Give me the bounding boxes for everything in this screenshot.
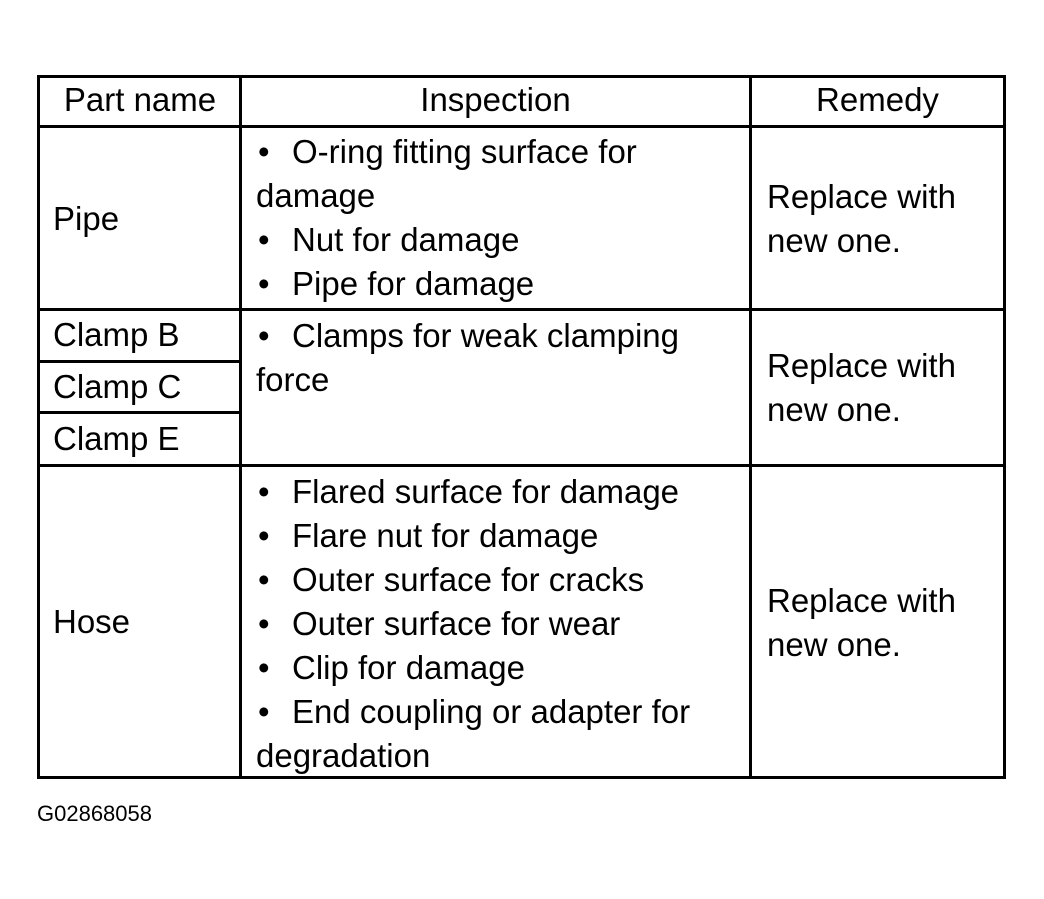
figure-id-caption: G02868058: [37, 801, 152, 826]
list-item: • Outer surface for wear: [256, 602, 690, 646]
inspection-list-pipe: [256, 130, 637, 306]
row-divider-pipe-clamp: [40, 308, 1003, 311]
bullet-icon: •: [258, 605, 270, 642]
bullet-icon: •: [258, 693, 270, 730]
inspection-list-hose: [256, 470, 690, 778]
list-item: • Flare nut for damage: [256, 514, 690, 558]
bullet-icon: •: [258, 265, 270, 302]
column-divider-1: [239, 78, 242, 776]
list-item: • Outer surface for cracks: [256, 558, 690, 602]
part-pipe: Pipe: [53, 200, 120, 237]
part-clamp-b: Clamp B: [53, 316, 180, 353]
bullet-icon: •: [258, 221, 270, 258]
bullet-icon: •: [258, 649, 270, 686]
part-clamp-e: Clamp E: [53, 420, 180, 457]
remedy-hose-line-1: Replace with: [767, 582, 956, 619]
remedy-pipe-line-1: Replace with: [767, 178, 956, 215]
bullet-icon: •: [258, 561, 270, 598]
list-item: force: [256, 361, 330, 398]
inspection-list-clamps: [256, 314, 679, 402]
list-item: • Flared surface for damage: [256, 470, 690, 514]
bullet-icon: •: [258, 473, 270, 510]
clamp-b-c-divider: [40, 360, 240, 363]
header-inspection: Inspection: [420, 81, 571, 118]
list-item: damage: [256, 177, 376, 214]
header-divider: [40, 125, 1003, 128]
bullet-icon: •: [258, 317, 270, 354]
remedy-hose-line-2: new one.: [767, 626, 901, 663]
remedy-clamps-line-2: new one.: [767, 391, 901, 428]
remedy-clamps-line-1: Replace with: [767, 347, 956, 384]
remedy-pipe-line-2: new one.: [767, 222, 901, 259]
list-item: • O-ring fitting surface for: [256, 130, 637, 174]
list-item: degradation: [256, 737, 431, 774]
row-divider-clamp-hose: [40, 464, 1003, 467]
list-item: • End coupling or adapter for: [256, 690, 690, 734]
list-item: • Clamps for weak clamping: [256, 314, 679, 358]
list-item: • Nut for damage: [256, 218, 637, 262]
list-item: • Clip for damage: [256, 646, 690, 690]
bullet-icon: •: [258, 517, 270, 554]
bullet-icon: •: [258, 133, 270, 170]
header-remedy: Remedy: [816, 81, 939, 118]
list-item: • Pipe for damage: [256, 262, 637, 306]
clamp-c-e-divider: [40, 411, 240, 414]
inspection-table: [37, 75, 1006, 779]
part-clamp-c: Clamp C: [53, 368, 182, 405]
header-part-name: Part name: [63, 81, 217, 118]
column-divider-2: [749, 78, 752, 776]
part-hose: Hose: [53, 603, 131, 640]
